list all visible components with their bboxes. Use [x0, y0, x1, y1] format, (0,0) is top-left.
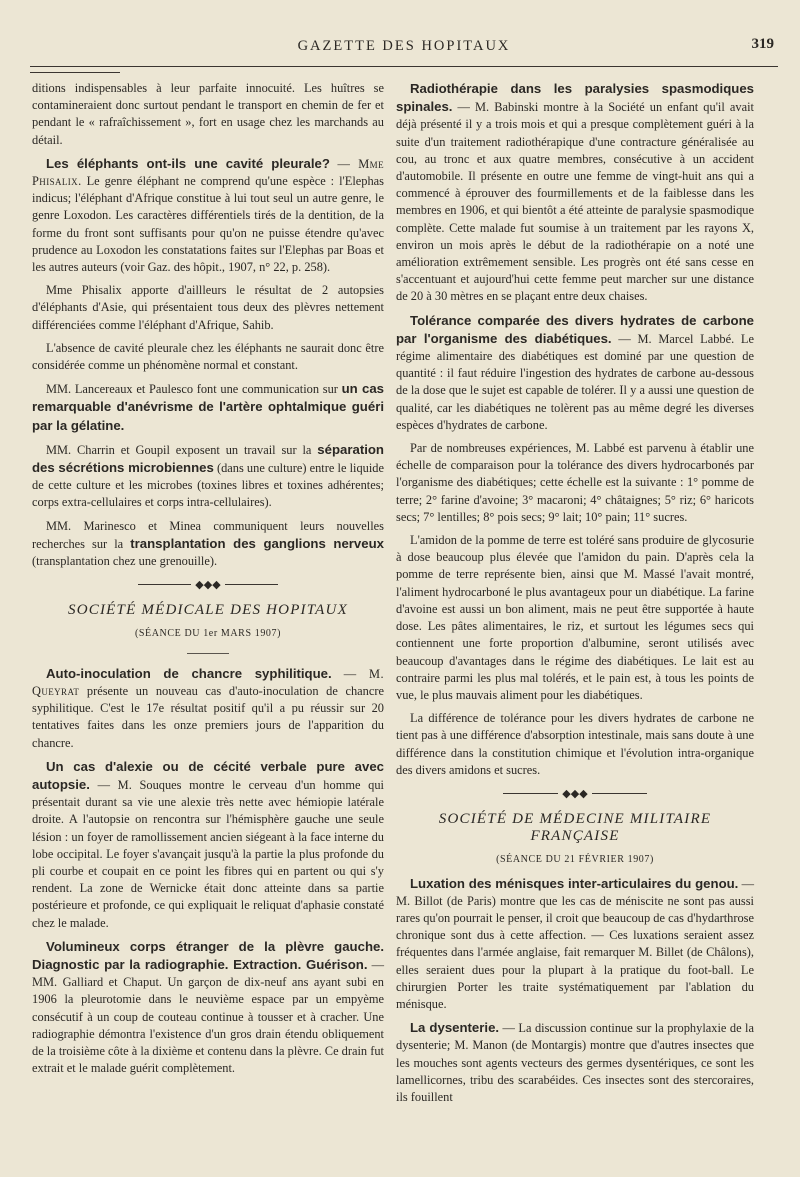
right-column [396, 80, 754, 1112]
paragraph: L'amidon de la pomme de terre est toléré sans produire de glycosurie à dose beaucoup plus élevée que l'amidon du pain. D'après cela la pomme de terre représente bien, ainsi que M. Massé l'avait montré, l'aliment hydrocarboné le plus avantageux pour un diabétique. La farine d'avoine est aussi un bon aliment, mais ne peut être supportée à haute dose. Les pâtes alimentaires, le riz, et surtout les légumes secs qui contiennent une forte proportion d'albumine, seront utilisés avec beaucoup d'avantages dans le régime des diabétiques. Le lait est au contraire parmi les plus mal tolérés, et le pain est, à tous les points de vue, le plus mauvais aliment pour les diabétiques. [396, 533, 754, 702]
article-elephants [32, 155, 384, 276]
section-date: (SÉANCE DU 1er MARS 1907) [134, 628, 282, 640]
page-header [30, 38, 778, 64]
article-author: — M. Queyrat [32, 666, 384, 698]
article-title: transplantation des ganglions nerveux [130, 535, 384, 551]
paragraph: L'absence de cavité pleurale chez les éléphants ne saurait donc être considérée comme un phénomène normal et constant. [32, 340, 384, 373]
short-rule [32, 649, 384, 657]
section-date: (SÉANCE DU 21 FÉVRIER 1907) [496, 854, 654, 866]
section-title: SOCIÉTÉ MÉDICALE DES HOPITAUX [68, 602, 348, 619]
running-title: GAZETTE DES HOPITAUX [297, 38, 511, 54]
article-title: Un cas d'alexie ou de cécité verbale pure avec autopsie. [32, 758, 384, 792]
page-number: 319 [751, 36, 774, 52]
paragraph: Mme Phisalix apporte d'aillleurs le résultat de 2 autopsies d'éléphants d'Asie, qui présentaient tous deux des plèvres nettement différenciées comme l'éléphant d'Afrique, Sahib. [32, 283, 384, 332]
article-title: La dysenterie. [410, 1020, 500, 1036]
article-body: — M. Marcel Labbé. Le régime alimentaire des diabétiques est dominé par une question de quantité : il faut réduire l'ingestion des hydrates de carbone au-dessous de la dose que le sujet est capable de tolérer. Il y a aussi une question de qualité, car les diabétiques ne tolèrent pas au même degré les diverses espèces d'hydrates de carbone. [396, 331, 755, 432]
article-auto-inoculation [32, 665, 384, 752]
article-body: présente un nouveau cas d'auto-inoculation de chancre syphilitique. C'est le 17e résultat positif qu'il a pu réussir sur 20 tentatives faites dans les onze premiers jours de l'apparition du chancre. [32, 683, 384, 750]
article-body: — M. Souques montre le cerveau d'un homme qui présentait durant sa vie une alexie très nette avec hémiopie latérale droite. A l'autopsie on rencontra sur l'hémisphère gauche une seule lésion : un foyer de ramollissement ancien siégeant à la face interne du lobe occipital. Le foyer s'avançait jusqu'à la partie la plus profonde du pli courbe et coupait en ce point les fibres qui en partent ou qui s'y rendent. La zone de Wernicke était donc atteinte dans sa partie postérieure et profonde, ce qui expliquait le reliquat d'aphasie constaté chez le malade. [32, 777, 384, 930]
article-radiotherapie [396, 80, 754, 306]
article-charrin [32, 441, 384, 512]
article-body: — M. Billot (de Paris) montre que les cas de méniscite ne sont pas aussi rares qu'on pourrait le penser, il croit que beaucoup de cas d'hydarthrose chronique sont dus à cette affection. — Ces luxations seraient assez fréquentes dans l'armée anglaise, fait remarquer M. Billet (de Châlons), elles seraient dues pour la plupart à la pratique du foot-ball. Le chirurgien Porter les traite systématiquement par l'ablation du ménisque. [396, 876, 754, 1011]
article-lancereaux [32, 380, 384, 435]
article-intro: MM. Charrin et Goupil exposent un travail sur la [46, 442, 312, 457]
article-body: — La discussion continue sur la prophylaxie de la dysenterie; M. Manon (de Montargis) montre que d'autres insectes que les mouches sont agents vecteurs des germes dysentériques, ce sont les lamellicornes, tribu des scarabéides. Ces insectes sont des stercoraires, ils fouillent [396, 1021, 754, 1104]
paragraph: Par de nombreuses expériences, M. Labbé est parvenu à établir une échelle de comparaison pour la tolérance des divers hydrocarbonés par l'organisme des diabétiques; cette échelle est la suivante : 1° pomme de terre; 2° farine d'avoine; 3° macaroni; 4° châtaignes; 5° riz; 6° haricots secs; 7° lentilles; 8° pois secs; 9° lait; 10° pain; 11° sucres. [396, 441, 754, 524]
article-marinesco [32, 518, 384, 571]
article-alexie [32, 758, 384, 932]
ornament-divider: ◆◆◆ [396, 785, 754, 801]
article-title: Auto-inoculation de chancre syphilitique. [46, 665, 332, 681]
article-title: Luxation des ménisques inter-articulaires du genou. [410, 875, 739, 891]
paragraph: ditions indispensables à leur parfaite innocuité. Les huîtres se contamineraient donc surtout pendant le transport en chemin de fer et pendant le « rafraîchissement », fort en usage chez les marchands au détail. [32, 81, 384, 147]
article-title: un cas remarquable d'anévrisme de l'artère ophtalmique guéri par la gélatine. [32, 381, 385, 433]
article-dysenterie [396, 1019, 754, 1106]
article-body: (dans une culture) entre le liquide de cette culture et les microbes (toxines libres et toxines adhérentes; corps extra-cellulaires et corps intra-cellulaires). [32, 461, 384, 510]
article-luxation [396, 875, 754, 1014]
article-author: — Mme Phisalix. [32, 156, 384, 189]
article-body: — M. Babinski montre à la Société un enfant qu'il avait déjà présenté il y a trois mois et qui a presque complètement guéri à la suite d'un traitement radiothérapique d'une contracture généralisée au cou, au tronc et aux quatre membres, consécutive à un accident d'automobile. Il présente en outre une femme de vingt-huit ans qui a commencé à éprouver des fourmillements et de la faiblesse dans les membres en 1906, et qui bientôt a été atteinte de paralysie spasmodique complète. Cette malade fut soumise à un traitement par les rayons X, environ un mois après le début de la radiothérapie on a noté une amélioration extrêmement sensible. Les progrès ont été sans cesse en s'accentuant et aujourd'hui cette femme peut marcher sur une distance de 20 à 30 mètres en se plaçant entre deux chaises. [396, 100, 754, 304]
section-title: SOCIÉTÉ DE MÉDECINE MILITAIRE FRANÇAISE [438, 810, 712, 845]
article-intro: MM. Marinesco et Minea communiquent leurs nouvelles recherches sur la [32, 518, 384, 551]
header-rule-short [30, 72, 120, 73]
article-title: Volumineux corps étranger de la plèvre gauche. Diagnostic par la radiographie. Extraction. Guérison. [32, 938, 384, 972]
article-title: Radiothérapie dans les paralysies spasmodiques spinales. [396, 81, 754, 115]
article-title: Tolérance comparée des divers hydrates de carbone par l'organisme des diabétiques. [396, 312, 754, 346]
header-rule [30, 66, 778, 67]
article-title: séparation des sécrétions microbiennes [32, 441, 384, 476]
article-corps-etranger [32, 938, 384, 1078]
article-title: Les éléphants ont-ils une cavité pleurale? [46, 155, 330, 171]
left-column [32, 80, 384, 1083]
article-tolerance [396, 312, 754, 434]
paragraph: La différence de tolérance pour les divers hydrates de carbone ne tient pas à une différence d'absorption intestinale, mais sans doute à une différence dans la constitution chimique et l'évolution intra-organique des divers amidons et sucres. [396, 711, 754, 777]
article-body: (transplantation chez une grenouille). [32, 554, 218, 569]
article-body: Le genre éléphant ne comprend qu'une espèce : l'Elephas indicus; l'éléphant d'Afrique constitue à lui tout seul un autre genre, le genre Loxodon. Les caractères différentiels tirés de la dentition, de la forme du front sont suffisants pour qu'on ne puisse étendre qu'avec prudence au Loxodon les constatations faites sur l'Elephas par Boas et les autres auteurs (voir Gaz. des hôpit., 1907, n° 22, p. 258). [32, 174, 384, 275]
article-intro: MM. Lancereaux et Paulesco font une communication sur [46, 382, 338, 397]
article-body: — MM. Galliard et Chaput. Un garçon de dix-neuf ans ayant subi en 1906 la pleurotomie dans le neuvième espace par un empyème consécutif à un coup de couteau continue à tousser et à cracher. Une radiographie démontra l'existence d'un gros drain étendu obliquement de la troisième côte à la dixième et contenu dans la plèvre. Ce drain fut extrait et le malade guérit complètement. [32, 957, 384, 1076]
ornament-divider: ◆◆◆ [32, 576, 384, 592]
